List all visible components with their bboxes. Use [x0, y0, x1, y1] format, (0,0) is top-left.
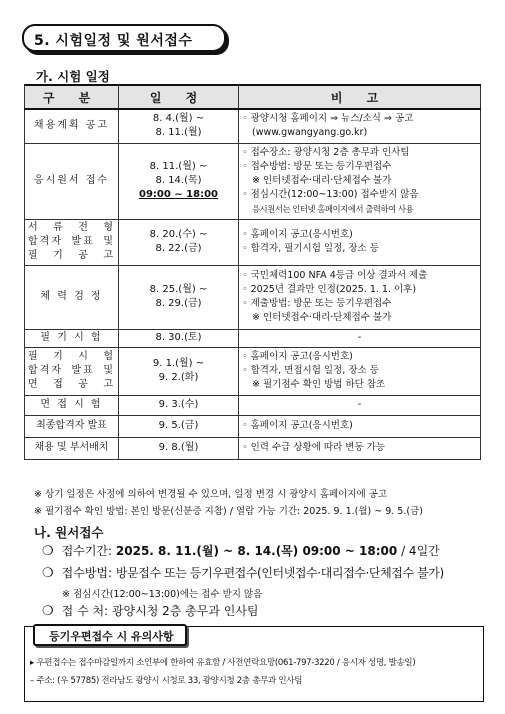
table-row — [25, 437, 481, 459]
place-label: 접 수 처: — [61, 604, 109, 618]
row-category: 체 력 검 정 — [25, 265, 119, 329]
note-line: ◦ 합격자, 면접시험 일정, 장소 등 — [242, 365, 379, 376]
row-date — [119, 143, 239, 219]
mail-notice-title: 등기우편접수 시 유의사항 — [49, 630, 174, 643]
method-value: 방문접수 또는 등기우편접수(인터넷접수·대리접수·단체접수 불가) — [115, 566, 444, 580]
row-date: 9. 3.(수) — [119, 395, 239, 415]
exam-schedule-table — [24, 84, 481, 460]
table-row — [25, 415, 481, 437]
row-notes: ◦ 홈페이지 공고(응시번호) — [239, 415, 481, 437]
category-line: 필 기 시 험 — [28, 351, 115, 362]
row-category: 최종합격자 발표 — [25, 415, 119, 437]
row-notes: ◦ 인력 수급 상황에 따라 변동 가능 — [239, 437, 481, 459]
mail-notice-tab — [33, 624, 187, 646]
header-date: 일 정 — [119, 85, 239, 109]
note-line: ◦ 광양시청 홈페이지 ⇒ 뉴스/소식 ⇒ 공고 — [242, 113, 414, 125]
note-line: ◦ 점심시간(12:00~13:00) 접수받지 않음 — [242, 189, 419, 200]
note-line: ◦ 제출방법: 방문 또는 등기우편접수 — [242, 298, 392, 309]
row-date: 9. 8.(월) — [119, 437, 239, 459]
note-line: (www.gwangyang.go.kr) — [252, 127, 368, 139]
mail-notice-line: ▸ 우편접수는 접수마감일까지 소인부에 한하여 유효함 / 사전연락요망(061-797-3220 / 응시자 성명, 발송일) — [30, 658, 416, 668]
note-line: ◦ 2025년 결과만 인정(2025. 1. 1. 이후) — [242, 284, 417, 295]
mail-notice-address: – 주소: (우 57785) 전라남도 광양시 시청로 33, 광양시청 2층 총무과 인사팀 — [30, 676, 303, 686]
row-date: 9. 5.(금) — [119, 415, 239, 437]
row-category: 채용 및 부서배치 — [25, 437, 119, 459]
note-line: ※ 필기점수 확인 방법 하단 참조 — [252, 379, 386, 390]
row-category — [25, 347, 119, 395]
note-line: ◦ 합격자, 필기시험 일정, 장소 등 — [242, 243, 379, 254]
row-date — [119, 265, 239, 329]
date-line: 8. 4.(월) ~ — [152, 113, 205, 125]
row-notes — [239, 143, 481, 219]
row-notes — [239, 265, 481, 329]
application-method — [42, 564, 444, 581]
circle-bullet-icon: ❍ — [42, 604, 54, 619]
row-notes — [239, 109, 481, 143]
row-category: 응시원서 접수 — [25, 143, 119, 219]
row-category — [25, 219, 119, 265]
schedule-remarks — [34, 486, 423, 520]
subsection-b-heading: 나. 원서접수 — [34, 525, 104, 540]
date-line: 8. 25.(월) ~ — [149, 284, 208, 295]
date-line: 9. 1.(월) ~ — [152, 358, 205, 369]
application-place — [42, 602, 259, 619]
table-header-row — [25, 85, 481, 109]
remark-line: ※ 필기점수 확인 방법: 본인 방문(신분증 지참) / 열람 가능 기간: 2025. 9. 1.(월) ~ 9. 5.(금) — [34, 506, 423, 517]
date-line: 9. 2.(화) — [158, 372, 199, 383]
table-row — [25, 395, 481, 415]
circle-bullet-icon: ❍ — [42, 566, 54, 581]
note-line: ◦ 국민체력100 NFA 4등급 이상 결과서 제출 — [242, 270, 428, 281]
date-line: 8. 22.(금) — [155, 243, 202, 254]
section-title: 5. 시험일정 및 원서접수 — [34, 33, 193, 49]
row-category: 면 접 시 험 — [25, 395, 119, 415]
note-line: ※ 인터넷접수·대리·단체접수 불가 — [252, 312, 392, 323]
row-date — [119, 109, 239, 143]
date-line: 8. 14.(목) — [155, 175, 202, 186]
table-row — [25, 329, 481, 347]
note-line: 응시원서는 인터넷 홈페이지에서 출력하여 사용 — [252, 204, 414, 214]
row-date: 8. 30.(토) — [119, 329, 239, 347]
method-label: 접수방법: — [61, 566, 113, 580]
row-category: 채용계획 공고 — [25, 109, 119, 143]
header-notes: 비 고 — [239, 85, 481, 109]
table-row — [25, 265, 481, 329]
note-line: ◦ 홈페이지 공고(응시번호) — [242, 351, 353, 362]
row-category: 필 기 시 험 — [25, 329, 119, 347]
table-row — [25, 143, 481, 219]
category-line: 합격자 발표 및 — [28, 365, 115, 376]
note-line: ◦ 접수장소: 광양시청 2층 총무과 인사팀 — [242, 147, 410, 158]
place-value: 광양시청 2층 총무과 인사팀 — [111, 604, 259, 618]
date-time-emphasis: 09:00 ~ 18:00 — [138, 189, 218, 200]
circle-bullet-icon: ❍ — [42, 544, 54, 559]
table-row — [25, 219, 481, 265]
date-line: 8. 20.(수) ~ — [149, 229, 208, 240]
table-row — [25, 347, 481, 395]
note-line: ◦ 홈페이지 공고(응시번호) — [242, 229, 353, 240]
category-line: 필 기 공 고 — [28, 250, 115, 261]
row-notes — [239, 347, 481, 395]
note-line: ◦ 접수방법: 방문 또는 등기우편접수 — [242, 161, 392, 172]
subsection-a-heading: 가. 시험 일정 — [36, 69, 110, 84]
header-category: 구 분 — [25, 85, 119, 109]
lunch-note: ※ 점심시간(12:00~13:00)에는 접수 받지 않음 — [62, 589, 263, 600]
table-row — [25, 109, 481, 143]
period-value: 2025. 8. 11.(월) ~ 8. 14.(목) 09:00 ~ 18:00 — [115, 544, 398, 558]
category-line: 서 류 전 형 — [28, 222, 115, 233]
section-title-badge — [22, 24, 226, 52]
period-days: / 4일간 — [401, 544, 440, 558]
category-line: 합격자 발표 및 — [28, 236, 115, 247]
date-line: 8. 29.(금) — [155, 298, 202, 309]
row-date — [119, 347, 239, 395]
row-notes: - — [239, 329, 481, 347]
application-period — [42, 542, 440, 559]
row-notes: - — [239, 395, 481, 415]
row-date — [119, 219, 239, 265]
note-line: ※ 인터넷접수·대리·단체접수 불가 — [252, 175, 392, 186]
category-line: 면 접 공 고 — [28, 379, 115, 390]
date-line: 8. 11.(월) — [155, 127, 202, 139]
remark-line: ※ 상기 일정은 사정에 의하여 변경될 수 있으며, 일정 변경 시 광양시 홈페이지에 공고 — [34, 489, 388, 500]
period-label: 접수기간: — [61, 544, 113, 558]
date-line: 8. 11.(월) ~ — [149, 161, 208, 172]
row-notes — [239, 219, 481, 265]
